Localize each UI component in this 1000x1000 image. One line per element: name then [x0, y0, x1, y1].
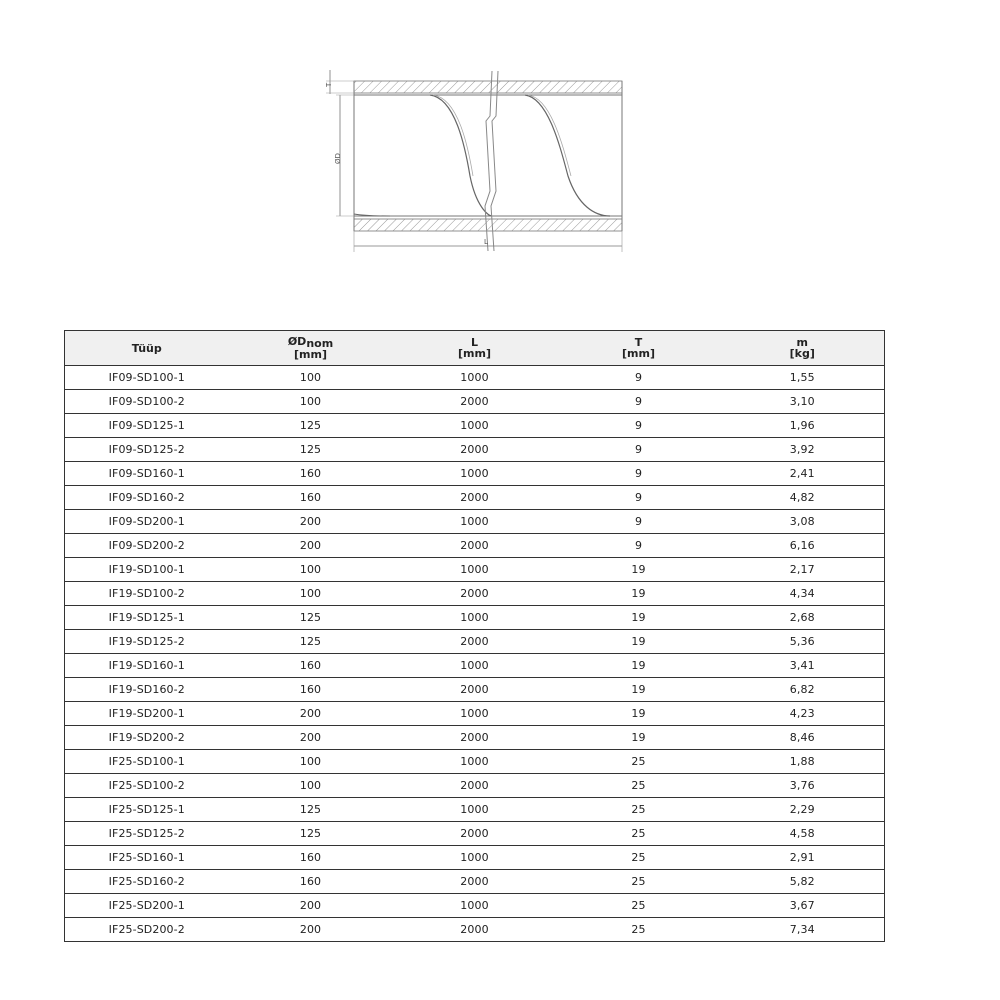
header-type: Tüüp: [65, 331, 229, 366]
cell-mass: 5,82: [721, 870, 885, 894]
cell-type: IF09-SD100-1: [65, 366, 229, 390]
cell-mass: 2,41: [721, 462, 885, 486]
cell-diameter: 200: [229, 510, 393, 534]
header-thickness: [557, 331, 721, 366]
cell-thickness: 25: [557, 870, 721, 894]
cell-diameter: 160: [229, 462, 393, 486]
cell-length: 2000: [393, 822, 557, 846]
cell-thickness: 9: [557, 534, 721, 558]
cell-thickness: 25: [557, 750, 721, 774]
cell-thickness: 25: [557, 894, 721, 918]
cell-thickness: 9: [557, 414, 721, 438]
cell-length: 1000: [393, 750, 557, 774]
cell-thickness: 9: [557, 366, 721, 390]
d-dim-label: ØD: [334, 153, 342, 164]
header-thickness-name: T: [634, 336, 643, 349]
cell-type: IF19-SD125-2: [65, 630, 229, 654]
table-row: [65, 654, 885, 678]
cell-mass: 6,16: [721, 534, 885, 558]
cell-thickness: 25: [557, 774, 721, 798]
cell-type: IF09-SD200-2: [65, 534, 229, 558]
cell-type: IF09-SD125-2: [65, 438, 229, 462]
cell-mass: 3,92: [721, 438, 885, 462]
cell-type: IF19-SD100-1: [65, 558, 229, 582]
cell-type: IF19-SD125-1: [65, 606, 229, 630]
table-row: [65, 438, 885, 462]
cell-thickness: 19: [557, 630, 721, 654]
cell-mass: 1,96: [721, 414, 885, 438]
table-row: [65, 678, 885, 702]
cell-type: IF09-SD100-2: [65, 390, 229, 414]
table-row: [65, 750, 885, 774]
table-row: [65, 630, 885, 654]
cell-thickness: 9: [557, 486, 721, 510]
cell-thickness: 9: [557, 510, 721, 534]
spiral-curve-right: [525, 95, 610, 216]
cell-length: 2000: [393, 534, 557, 558]
table-row: [65, 606, 885, 630]
top-wall-hatch: [354, 81, 622, 93]
cell-diameter: 160: [229, 870, 393, 894]
header-length-unit: [mm]: [458, 347, 491, 360]
t-dim-label: T: [325, 82, 333, 87]
spiral-curve-left: [430, 95, 492, 216]
cell-length: 1000: [393, 798, 557, 822]
cell-length: 1000: [393, 462, 557, 486]
cell-type: IF19-SD200-2: [65, 726, 229, 750]
table-row: [65, 414, 885, 438]
cell-type: IF25-SD100-1: [65, 750, 229, 774]
cell-thickness: 25: [557, 798, 721, 822]
cell-mass: 1,55: [721, 366, 885, 390]
cell-type: IF19-SD160-2: [65, 678, 229, 702]
table-row: [65, 846, 885, 870]
table-row: [65, 822, 885, 846]
cell-diameter: 125: [229, 822, 393, 846]
cell-mass: 3,67: [721, 894, 885, 918]
cell-thickness: 19: [557, 582, 721, 606]
table-row: [65, 702, 885, 726]
cell-diameter: 160: [229, 486, 393, 510]
cell-length: 1000: [393, 510, 557, 534]
table-row: [65, 582, 885, 606]
cell-mass: 4,23: [721, 702, 885, 726]
cell-mass: 4,58: [721, 822, 885, 846]
cell-diameter: 200: [229, 534, 393, 558]
cell-diameter: 200: [229, 918, 393, 942]
table-row: [65, 918, 885, 942]
cell-thickness: 19: [557, 606, 721, 630]
cell-mass: 2,29: [721, 798, 885, 822]
cell-mass: 1,88: [721, 750, 885, 774]
header-mass-unit: [kg]: [789, 347, 815, 360]
cell-diameter: 100: [229, 582, 393, 606]
header-diameter: [229, 331, 393, 366]
table-row: [65, 366, 885, 390]
cell-diameter: 100: [229, 366, 393, 390]
cell-length: 1000: [393, 366, 557, 390]
cell-thickness: 19: [557, 654, 721, 678]
cell-diameter: 100: [229, 390, 393, 414]
cell-mass: 2,68: [721, 606, 885, 630]
table-row: [65, 510, 885, 534]
table-row: [65, 558, 885, 582]
cell-diameter: 125: [229, 438, 393, 462]
cell-diameter: 100: [229, 774, 393, 798]
cell-type: IF19-SD200-1: [65, 702, 229, 726]
cell-diameter: 125: [229, 798, 393, 822]
cell-thickness: 19: [557, 678, 721, 702]
cell-mass: 6,82: [721, 678, 885, 702]
header-thickness-unit: [mm]: [622, 347, 655, 360]
cell-mass: 3,08: [721, 510, 885, 534]
cell-length: 1000: [393, 414, 557, 438]
cell-type: IF19-SD160-1: [65, 654, 229, 678]
l-dim-label: L: [484, 238, 488, 246]
cell-thickness: 9: [557, 390, 721, 414]
cell-type: IF09-SD200-1: [65, 510, 229, 534]
cell-type: IF25-SD200-1: [65, 894, 229, 918]
cell-type: IF25-SD125-1: [65, 798, 229, 822]
cell-mass: 7,34: [721, 918, 885, 942]
cell-length: 2000: [393, 678, 557, 702]
cell-mass: 3,10: [721, 390, 885, 414]
cell-length: 1000: [393, 846, 557, 870]
cell-thickness: 19: [557, 558, 721, 582]
cell-diameter: 125: [229, 414, 393, 438]
table-row: [65, 894, 885, 918]
table-row: [65, 774, 885, 798]
table-header-row: [65, 331, 885, 366]
table-row: [65, 870, 885, 894]
cell-length: 2000: [393, 774, 557, 798]
spiral-curve-left-inner: [433, 95, 473, 176]
header-diameter-main: ØD: [287, 335, 307, 348]
cell-type: IF25-SD200-2: [65, 918, 229, 942]
cell-type: IF25-SD125-2: [65, 822, 229, 846]
cell-mass: 3,41: [721, 654, 885, 678]
cell-length: 1000: [393, 654, 557, 678]
cell-thickness: 9: [557, 438, 721, 462]
header-mass-name: m: [796, 336, 808, 349]
table-row: [65, 726, 885, 750]
cell-length: 2000: [393, 582, 557, 606]
cell-length: 1000: [393, 894, 557, 918]
cell-type: IF25-SD160-2: [65, 870, 229, 894]
pipe-section-drawing: [320, 66, 640, 256]
cell-diameter: 200: [229, 726, 393, 750]
spec-table: [64, 330, 885, 942]
header-length-name: L: [470, 336, 478, 349]
cell-length: 2000: [393, 486, 557, 510]
cell-mass: 2,91: [721, 846, 885, 870]
cell-diameter: 200: [229, 702, 393, 726]
cell-type: IF25-SD160-1: [65, 846, 229, 870]
cell-thickness: 25: [557, 846, 721, 870]
table-row: [65, 798, 885, 822]
cell-length: 2000: [393, 726, 557, 750]
cell-length: 2000: [393, 630, 557, 654]
cell-mass: 4,82: [721, 486, 885, 510]
table-row: [65, 486, 885, 510]
cell-thickness: 9: [557, 462, 721, 486]
cell-diameter: 160: [229, 846, 393, 870]
cell-length: 1000: [393, 702, 557, 726]
cell-diameter: 160: [229, 654, 393, 678]
header-mass: [721, 331, 885, 366]
table-body: [65, 366, 885, 942]
header-length: [393, 331, 557, 366]
header-diameter-unit: [mm]: [294, 348, 327, 361]
cell-length: 2000: [393, 918, 557, 942]
cell-mass: 5,36: [721, 630, 885, 654]
cell-diameter: 125: [229, 630, 393, 654]
cell-thickness: 19: [557, 726, 721, 750]
cell-length: 1000: [393, 558, 557, 582]
cell-length: 2000: [393, 870, 557, 894]
cell-thickness: 25: [557, 918, 721, 942]
cell-diameter: 125: [229, 606, 393, 630]
table-row: [65, 390, 885, 414]
cell-type: IF09-SD160-1: [65, 462, 229, 486]
cell-length: 1000: [393, 606, 557, 630]
table-row: [65, 534, 885, 558]
cell-length: 2000: [393, 390, 557, 414]
cell-diameter: 100: [229, 558, 393, 582]
cell-thickness: 19: [557, 702, 721, 726]
header-diameter-sub: nom: [306, 337, 334, 350]
cell-length: 2000: [393, 438, 557, 462]
bottom-wall-hatch: [354, 219, 622, 231]
cell-type: IF25-SD100-2: [65, 774, 229, 798]
cell-mass: 3,76: [721, 774, 885, 798]
cell-mass: 4,34: [721, 582, 885, 606]
cell-mass: 8,46: [721, 726, 885, 750]
cell-type: IF19-SD100-2: [65, 582, 229, 606]
cell-type: IF09-SD160-2: [65, 486, 229, 510]
cell-thickness: 25: [557, 822, 721, 846]
cell-type: IF09-SD125-1: [65, 414, 229, 438]
cell-diameter: 100: [229, 750, 393, 774]
cell-diameter: 160: [229, 678, 393, 702]
cell-mass: 2,17: [721, 558, 885, 582]
cell-diameter: 200: [229, 894, 393, 918]
table-row: [65, 462, 885, 486]
